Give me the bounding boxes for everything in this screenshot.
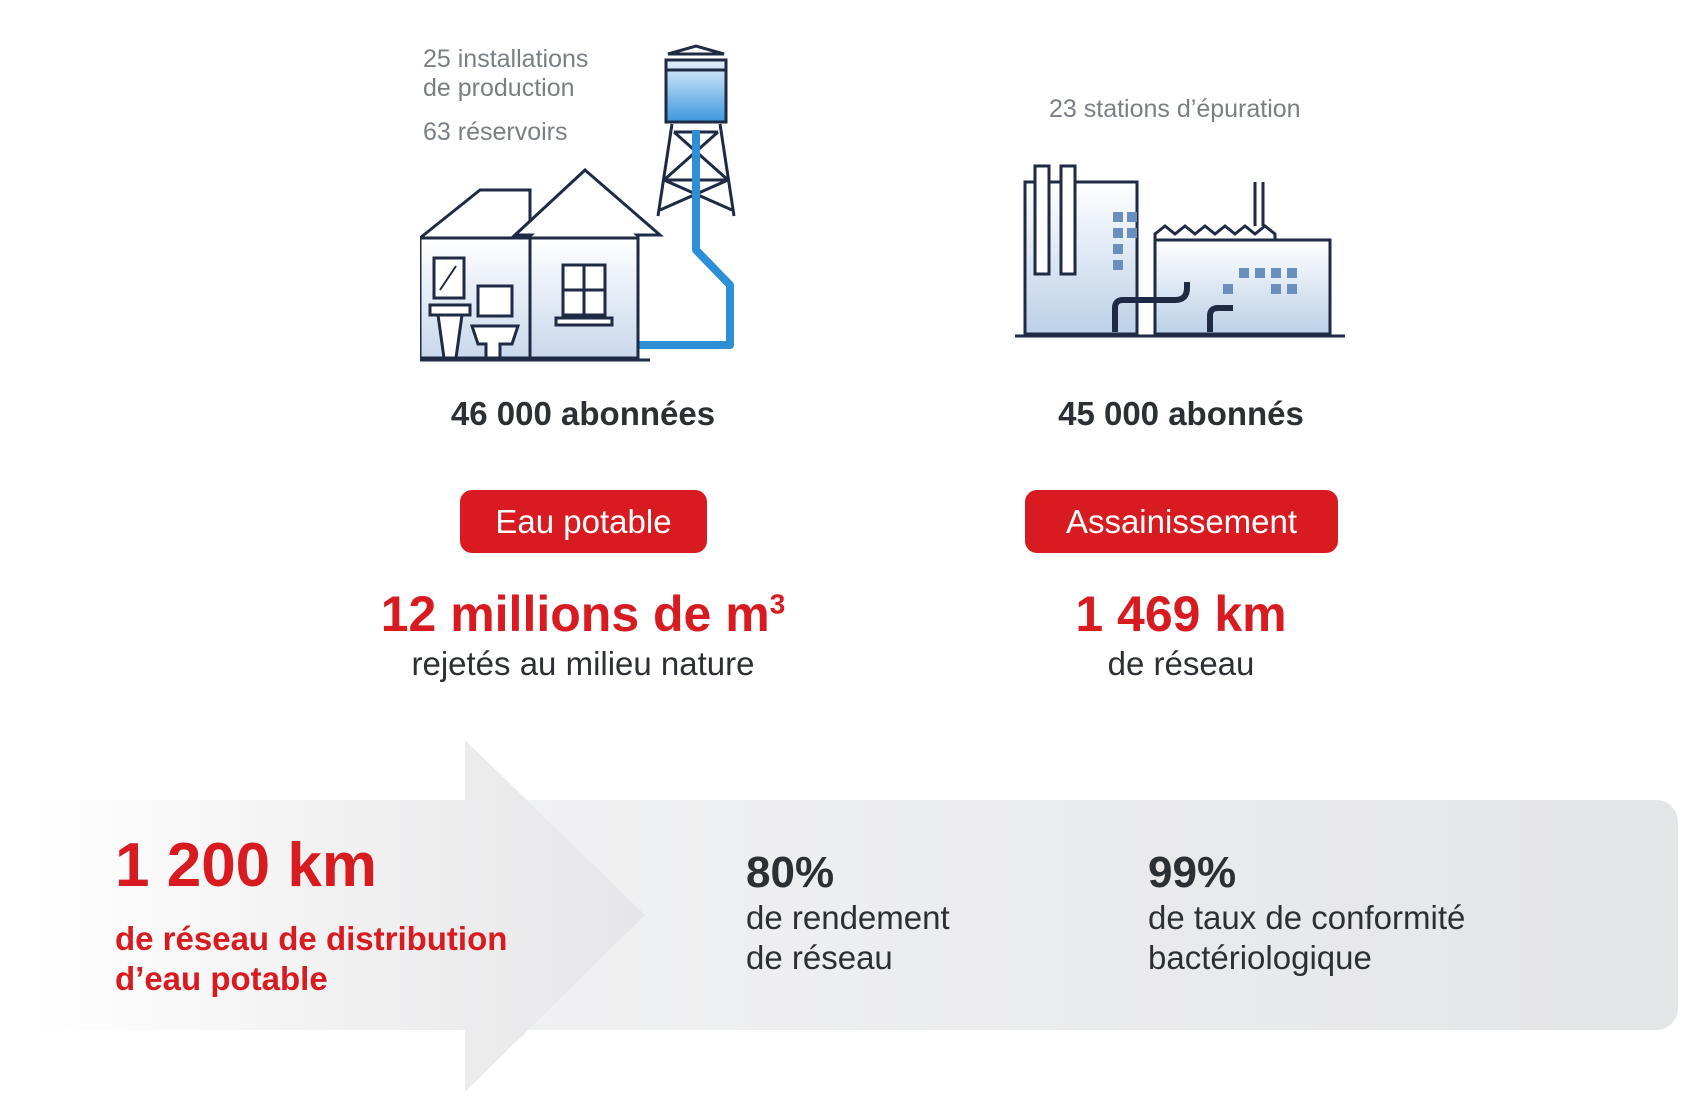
sanitation-subscribers: 45 000 abonnés xyxy=(1058,395,1304,432)
network-yield-stat xyxy=(746,848,950,977)
cubic-superscript: 3 xyxy=(769,588,786,620)
sanitation-network-value: 1 469 km xyxy=(1075,586,1287,642)
discharged-volume-number: 12 millions de m xyxy=(380,586,770,642)
house-icon xyxy=(420,170,660,360)
distribution-stat xyxy=(115,831,508,998)
network-yield-line1: de rendement xyxy=(746,899,950,936)
reservoirs-label: 63 réservoirs xyxy=(423,118,568,146)
drinking-water-badge: Eau potable xyxy=(460,490,707,553)
sanitation-network-caption: de réseau xyxy=(1107,645,1255,682)
network-yield-value: 80% xyxy=(746,848,835,897)
distribution-network-value: 1 200 km xyxy=(115,831,377,900)
compliance-line1: de taux de conformité xyxy=(1148,899,1466,936)
production-facilities-label xyxy=(423,45,588,103)
sanitation-badge: Assainissement xyxy=(1025,490,1338,553)
compliance-line2: bactériologique xyxy=(1148,938,1372,976)
production-facilities-line2: de production xyxy=(423,73,575,102)
distribution-line2: d’eau potable xyxy=(115,959,328,997)
distribution-line1: de réseau de distribution xyxy=(115,920,508,957)
network-yield-line2: de réseau xyxy=(746,938,893,976)
treatment-stations-label: 23 stations d’épuration xyxy=(1049,95,1301,123)
drinking-water-subscribers: 46 000 abonnées xyxy=(450,395,716,432)
compliance-stat xyxy=(1148,848,1465,977)
compliance-value: 99% xyxy=(1148,848,1237,897)
discharged-volume-caption: rejetés au milieu nature xyxy=(411,645,755,682)
discharged-volume-value xyxy=(283,585,883,643)
production-facilities-line1: 25 installations xyxy=(423,45,589,73)
treatment-plant-illustration xyxy=(1015,160,1345,340)
factory-icon xyxy=(1015,166,1345,336)
